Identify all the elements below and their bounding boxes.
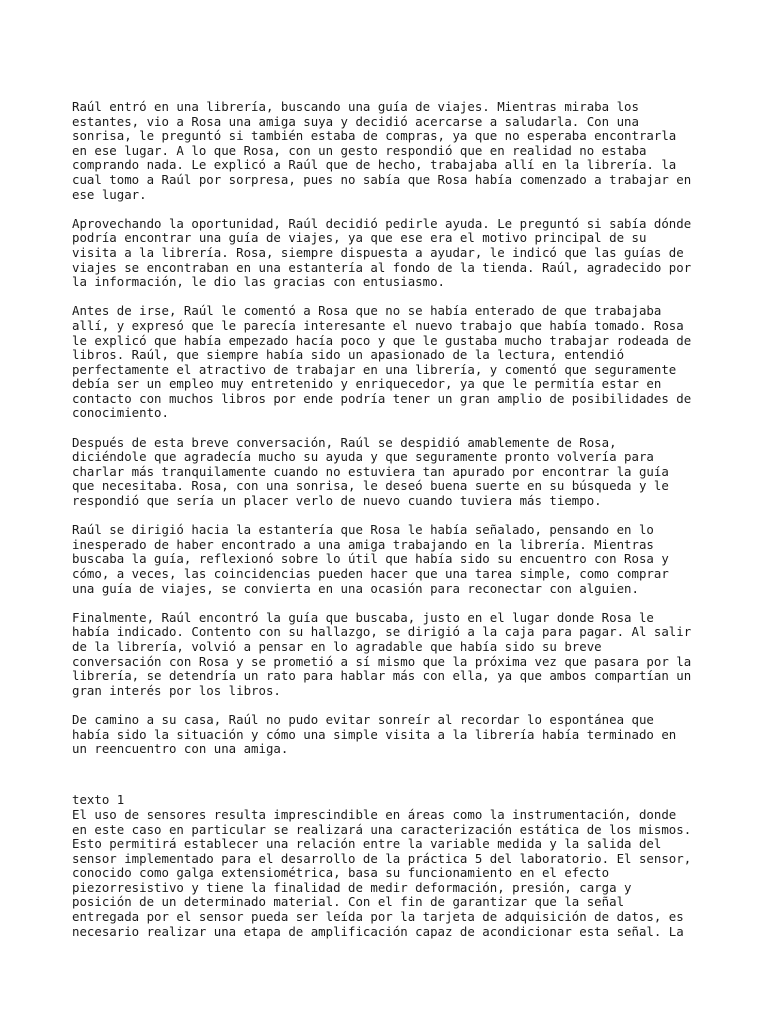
paragraph-7: De camino a su casa, Raúl no pudo evitar sonreír al recordar lo espontánea que había sido la situación y cómo una simple visita a la librería había terminado en un reencuentro con una amiga. [72, 711, 677, 757]
document-page [72, 100, 702, 939]
section-text: El uso de sensores resulta imprescindible en áreas como la instrumentación, donde en este caso en particular se realizará una caracterización estática de los mismos. Esto permitirá establecer una relación entre la variable medida y la salida del sensor implementado para el desarrollo de la práctica 5 del laboratorio. El sensor, conocido como galga extensiométrica, basa su funcionamiento en el efecto piezorresistivo y tiene la finalidad de medir deformación, presión, carga y posición de un determinado material. Con el fin de garantizar que la señal entregada por el sensor pueda ser leída por la tarjeta de adquisición de datos, es necesario realizar una etapa de amplificación capaz de acondicionar esta señal. La [72, 806, 692, 939]
paragraph-5: Raúl se dirigió hacia la estantería que Rosa le había señalado, pensando en lo inesperado de haber encontrado a una amiga trabajando en la librería. Mientras buscaba la guía, reflexionó sobre lo útil que había sido su encuentro con Rosa y cómo, a veces, las coincidencias pueden hacer que una tarea simple, como comprar una guía de viajes, se convierta en una ocasión para reconectar con alguien. [72, 522, 669, 596]
paragraph-4: Después de esta breve conversación, Raúl se despidió amablemente de Rosa, diciéndole que agradecía mucho su ayuda y que seguramente pronto volvería para charlar más tranquilamente cuando no estuviera tan apurado por encontrar la guía que necesitaba. Rosa, con una sonrisa, le deseó buena suerte en su búsqueda y le respondió que sería un placer verlo de nuevo cuando tuviera más tiempo. [72, 434, 669, 509]
section-label: texto 1 [72, 792, 125, 808]
paragraph-2: Aprovechando la oportunidad, Raúl decidió pedirle ayuda. Le preguntó si sabía dónde podría encontrar una guía de viajes, ya que ese era el motivo principal de su visita a la librería. Rosa, siempre dispuesta a ayudar, le indicó que las guías de viajes se encontraban en una estantería al fondo de la tienda. Raúl, agradecido por la información, le dio las gracias con entusiasmo. [72, 215, 692, 290]
section-gap [72, 771, 702, 793]
paragraph-3: Antes de irse, Raúl le comentó a Rosa que no se había enterado de que trabajaba allí, y expresó que le parecía interesante el nuevo trabajo que había tomado. Rosa le explicó que había empezado hacía poco y que le gustaba mucho trabajar rodeada de libros. Raúl, que siempre había sido un apasionado de la lectura, entendió perfectamente el atractivo de trabajar en una librería, y comentó que seguramente debía ser un empleo muy entretenido y enriquecedor, ya que le permitía estar en contacto con muchos libros por ende podría tener un gran amplio de posibilidades de conocimiento. [72, 303, 692, 421]
paragraph-6: Finalmente, Raúl encontró la guía que buscaba, justo en el lugar donde Rosa le había indicado. Contento con su hallazgo, se dirigió a la caja para pagar. Al salir de la librería, volvió a pensar en lo agradable que había sido su breve conversación con Rosa y se prometió a sí mismo que la próxima vez que pasara por la librería, se detendría un rato para hablar más con ella, ya que ambos compartían un gran interés por los libros. [72, 609, 692, 698]
paragraph-1: Raúl entró en una librería, buscando una guía de viajes. Mientras miraba los estantes, vio a Rosa una amiga suya y decidió acercarse a saludarla. Con una sonrisa, le preguntó si también estaba de compras, ya que no esperaba encontrarla en ese lugar. A lo que Rosa, con un gesto respondió que en realidad no estaba comprando nada. Le explicó a Raúl que de hecho, trabajaba allí en la librería. la cual tomo a Raúl por sorpresa, pues no sabía que Rosa había comenzado a trabajar en ese lugar. [72, 99, 692, 202]
